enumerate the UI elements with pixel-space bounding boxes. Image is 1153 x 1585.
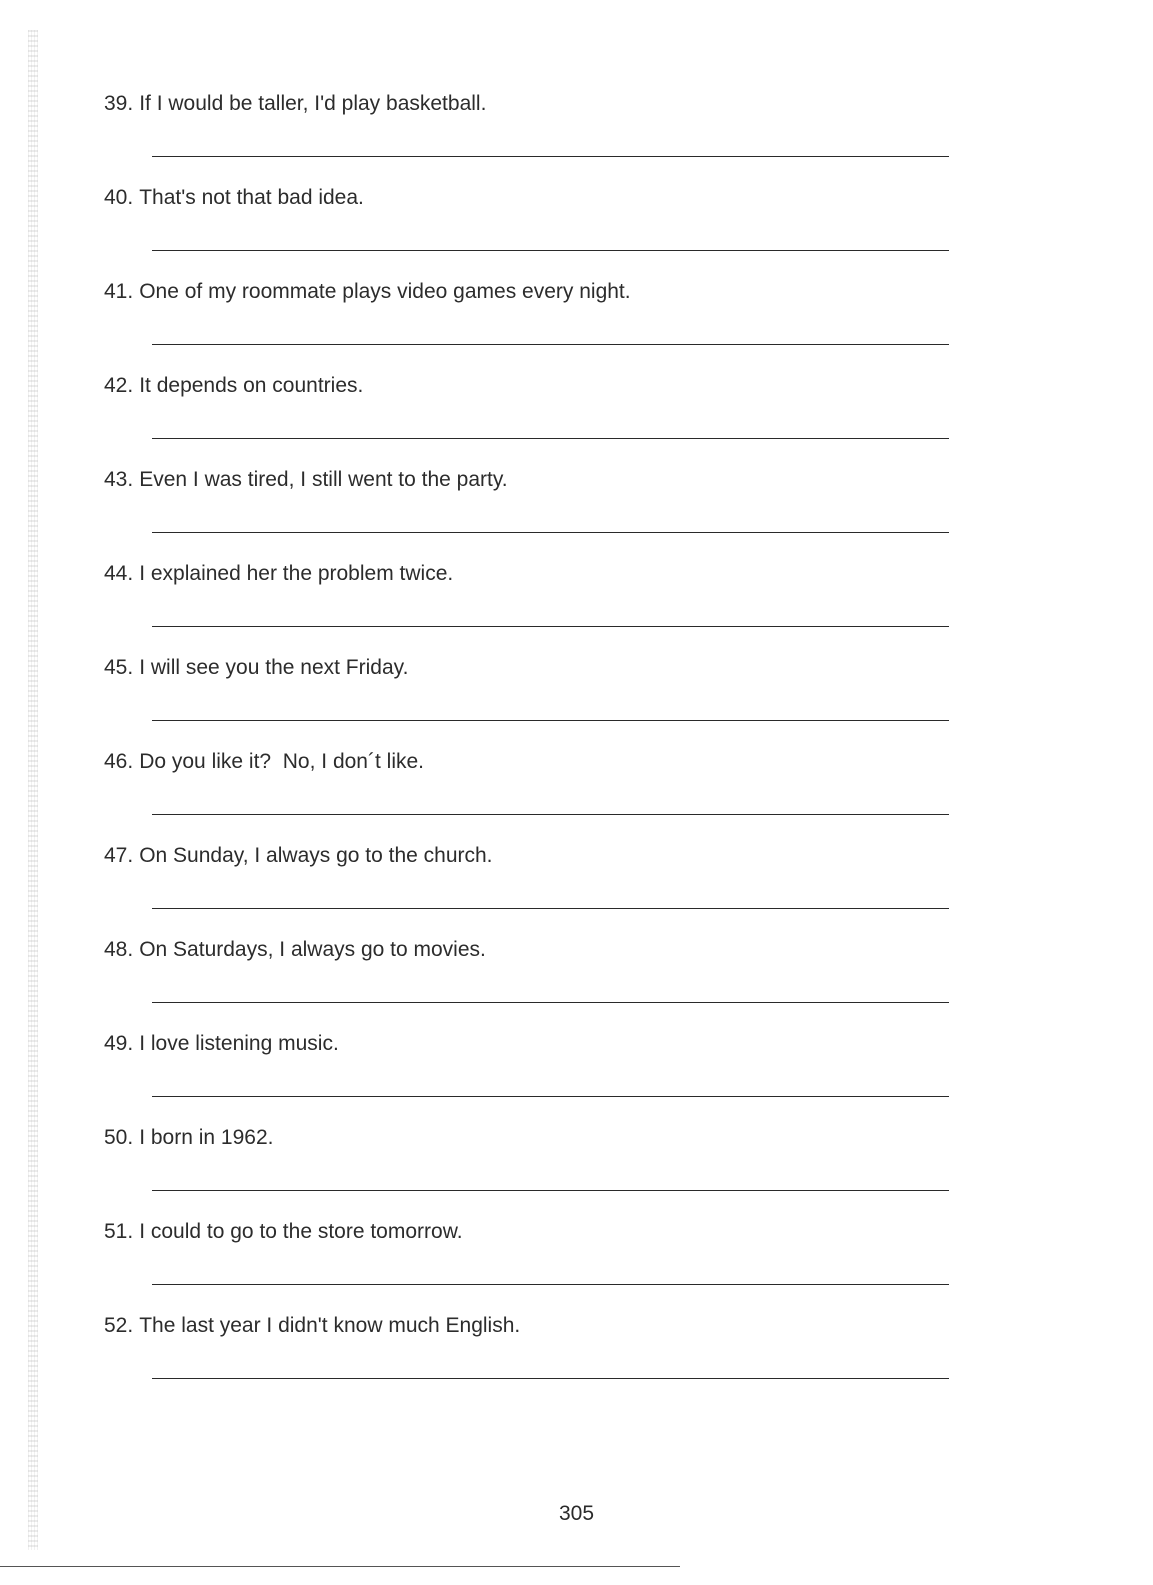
exercise-text: Do you like it? No, I don´t like. <box>139 750 424 773</box>
exercise-item-51 <box>104 1220 954 1314</box>
exercise-sentence <box>104 1314 520 1338</box>
exercise-sentence <box>104 656 408 680</box>
exercise-number: 47. <box>104 844 134 867</box>
exercise-number: 39. <box>104 92 134 115</box>
answer-line[interactable] <box>152 1190 949 1191</box>
exercise-sentence <box>104 844 493 868</box>
exercise-sentence <box>104 374 363 398</box>
answer-line[interactable] <box>152 1284 949 1285</box>
exercise-number: 44. <box>104 562 134 585</box>
exercise-text: I will see you the next Friday. <box>139 656 409 679</box>
exercise-sentence <box>104 1126 273 1150</box>
answer-line[interactable] <box>152 720 949 721</box>
exercise-text: I born in 1962. <box>139 1126 274 1149</box>
exercise-text: On Sunday, I always go to the church. <box>139 844 493 867</box>
answer-line[interactable] <box>152 532 949 533</box>
exercise-number: 52. <box>104 1314 134 1337</box>
exercise-sentence <box>104 468 508 492</box>
exercise-text: If I would be taller, I'd play basketball. <box>139 92 487 115</box>
exercise-sentence <box>104 280 631 304</box>
answer-line[interactable] <box>152 1096 949 1097</box>
exercise-sentence <box>104 92 486 116</box>
exercise-number: 48. <box>104 938 134 961</box>
answer-line[interactable] <box>152 814 949 815</box>
exercise-text: That's not that bad idea. <box>139 186 364 209</box>
exercise-text: On Saturdays, I always go to movies. <box>139 938 486 961</box>
exercise-sentence <box>104 186 364 210</box>
answer-line[interactable] <box>152 438 949 439</box>
exercise-sentence <box>104 750 424 774</box>
exercise-item-39 <box>104 92 954 186</box>
exercise-text: I explained her the problem twice. <box>139 562 454 585</box>
exercise-number: 45. <box>104 656 134 679</box>
exercise-text: I love listening music. <box>139 1032 339 1055</box>
exercise-item-50 <box>104 1126 954 1220</box>
exercise-number: 49. <box>104 1032 134 1055</box>
answer-line[interactable] <box>152 344 949 345</box>
exercise-item-47 <box>104 844 954 938</box>
exercise-number: 50. <box>104 1126 134 1149</box>
exercise-sentence <box>104 938 486 962</box>
exercise-item-40 <box>104 186 954 280</box>
exercise-item-41 <box>104 280 954 374</box>
exercise-text: The last year I didn't know much English. <box>139 1314 521 1337</box>
exercise-item-49 <box>104 1032 954 1126</box>
exercise-item-45 <box>104 656 954 750</box>
answer-line[interactable] <box>152 626 949 627</box>
exercise-item-43 <box>104 468 954 562</box>
exercise-sentence <box>104 1032 339 1056</box>
exercise-item-44 <box>104 562 954 656</box>
answer-line[interactable] <box>152 250 949 251</box>
answer-line[interactable] <box>152 1378 949 1379</box>
answer-line[interactable] <box>152 908 949 909</box>
exercise-item-46 <box>104 750 954 844</box>
exercise-number: 42. <box>104 374 134 397</box>
answer-line[interactable] <box>152 1002 949 1003</box>
exercise-text: I could to go to the store tomorrow. <box>139 1220 463 1243</box>
exercise-sentence <box>104 1220 463 1244</box>
exercise-number: 51. <box>104 1220 134 1243</box>
exercise-item-42 <box>104 374 954 468</box>
exercise-number: 46. <box>104 750 134 773</box>
page-number: 305 <box>558 1502 595 1525</box>
exercise-number: 43. <box>104 468 134 491</box>
exercise-item-48 <box>104 938 954 1032</box>
exercise-text: One of my roommate plays video games every night. <box>139 280 631 303</box>
exercise-number: 40. <box>104 186 134 209</box>
exercise-item-52 <box>104 1314 954 1408</box>
exercise-number: 41. <box>104 280 134 303</box>
exercise-text: Even I was tired, I still went to the party. <box>139 468 508 491</box>
exercise-text: It depends on countries. <box>139 374 364 397</box>
answer-line[interactable] <box>152 156 949 157</box>
exercise-sentence <box>104 562 453 586</box>
page-bottom-edge <box>0 1566 680 1567</box>
